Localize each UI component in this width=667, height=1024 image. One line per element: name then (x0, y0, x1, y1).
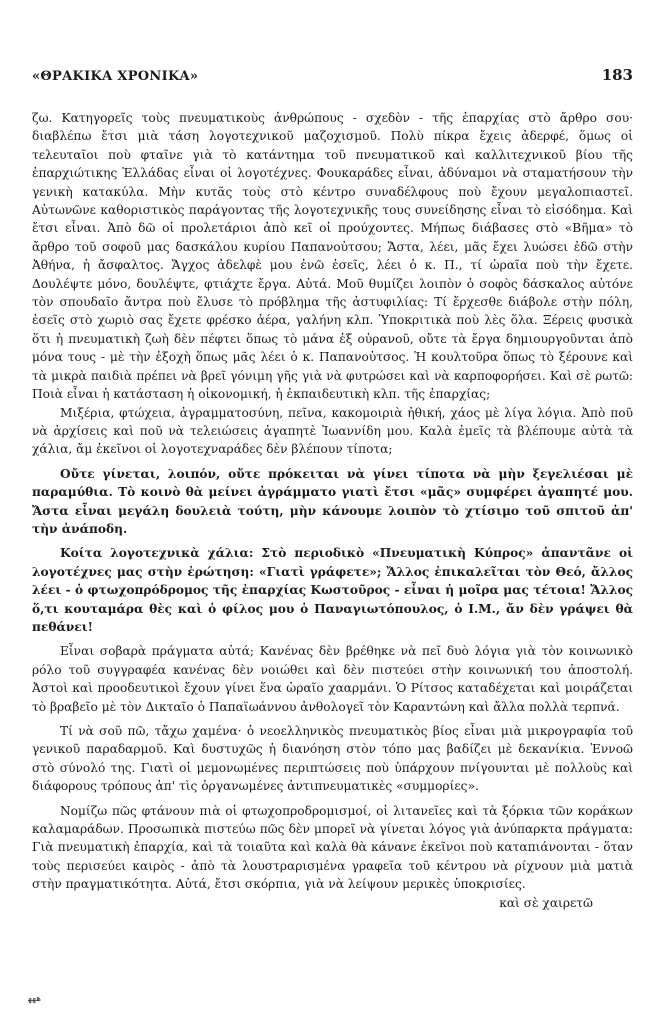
body-text (32, 109, 633, 912)
paragraph: Εἶναι σοβαρὰ πράγματα αὐτά; Κανένας δὲν βρέθηκε νὰ πεῖ δυὸ λόγια γιὰ τὸν κοινωνικὸ ρόλο τοῦ συγγραφέα κανένας δὲν νοιώθει καὶ δὲν πιστεύει στὴν κοινωνική του ἀποστολή. Ἀστοὶ καὶ προοδευτικοὶ ἔχουν γίνει ἕνα ὡραῖο χααρμάνι. Ὁ Ρίτσος καταδέχεται καὶ μοιράζεται τὸ βραβεῖο μὲ τὸν Δικταῖο ὁ Παπαϊωάννου ἀνθολογεῖ τὸν Καραντώνη καὶ ἄλλα πολλὰ τερπνά. (32, 644, 633, 714)
paragraph: Τί νὰ σοῦ πῶ, τἄχω χαμένα· ὁ νεοελληνικὸς πνευματικὸς βίος εἶναι μιὰ μικρογραφία τοῦ γενικοῦ παραδαρμοῦ. Καὶ δυστυχῶς ἡ διανόηση στὸν τόπο μας βαδίζει μὲ δεκανίκια. Ἐννοῶ στὸ σύνολό της. Γιατὶ οἱ μεμονωμένες περιπτώσεις ποὺ ὑπάρχουν πνίγουνται μὲ πολλοὺς καὶ διάφορους τρόπους ἀπ' τὶς ὀργανωμένες ἀντιπνευματικὲς «συμμορίες». (32, 724, 633, 794)
running-title: «ΘΡΑΚΙΚΑ ΧΡΟΝΙΚΑ» (32, 69, 199, 84)
paragraph: Μιξέρια, φτώχεια, ἀγραμματοσύνη, πεῖνα, κακομοιριὰ ἠθική, χάος μὲ λίγα λόγια. Ἀπὸ ποῦ νὰ ἀρχίσεις καὶ ποῦ νὰ τελειώσεις ἀγαπητὲ Ἰωαννίδη μου. Καλὰ ἐμεῖς τὰ βλέπουμε αὐτὰ τὰ χάλια, ἄμ ἐκεῖνοι οἱ λογοτεχναράδες δὲν βλέπουν τίποτα; (32, 405, 633, 457)
paragraph: Νομίζω πῶς φτάνουν πιὰ οἱ φτωχοπροδρομισμοί, οἱ λιτανεῖες καὶ τὰ ξόρκια τῶν κοράκων καλαμαράδων. Προσωπικὰ πιστεύω πῶς δὲν μπορεῖ νὰ γίνεται λόγος γιὰ ἀνύπαρκτα πράγματα: Γιὰ πνευματικὴ ἐπαρχία, καὶ τὰ τοιαῦτα καὶ καλὰ θὰ κάνανε ἐκεῖνοι ποὺ καταπιάνονται - ὅταν τοὺς περισεύει καιρὸς - ἀπὸ τὰ λουστραρισμένα γραφεῖα τοῦ κέντρου νὰ ρίχνουν μιὰ ματιὰ στὴν πραγματικότητα. Αὐτά, ἔτσι σκόρπια, γιὰ νὰ λείψουν μερικὲς ὑποκρισίες. (32, 803, 633, 892)
page-number: 183 (601, 66, 633, 84)
paragraph: ζω. Κατηγορεῖς τοὺς πνευματικοὺς ἀνθρώπους - σχεδὸν - τῆς ἐπαρχίας στὸ ἄρθρο σου· διαβλέπω ἔτσι μιὰ τάση λογοτεχνικοῦ μαζοχισμοῦ. Πολὺ πίκρα ἔχεις ἀδερφέ, ὅμως οἱ τελευταῖοι ποὺ φταῖνε γιὰ τὸ κατάντημα τοῦ πνευματικοῦ καὶ καλλιτεχνικοῦ βίου τῆς ἐπαρχιώτικης Ἑλλάδας εἶναι οἱ λογοτέχνες. Φουκαράδες εἶναι, ἀδύναμοι νὰ σταματήσουν τὴν γενικὴ κατακύλα. Μὴν κυτᾶς τοὺς στὸ κέντρο συναδέλφους ποὺ ἔχουν μεγαλοπιαστεῖ. Αὐτωνῶνε καθοριστικὸς παράγοντας τῆς λογοτεχνικῆς τους συνείδησης εἶναι τὸ εἰσόδημα. Καὶ ἔτσι εἶναι. Ἀπὸ δῶ οἱ προλετάριοι ἀπὸ κεῖ οἱ προύχοντες. Μήπως διάβασες στὸ «Βῆμα» τὸ ἄρθρο τοῦ σοφοῦ μας δασκάλου κυρίου Παπανοὐτσου; Ἄστα, λέει, μᾶς ἔχει λυώσει ἐδῶ στὴν Ἀθήνα, ἡ ἄσφαλτος. Ἄγχος ἀδελφὲ μου ἐνῶ ἐσεῖς, λέει ὁ κ. Π., τί ὡραῖα ποὺ τὴν ἔχετε. Δουλέψτε μόνο, δουλέψτε, φτιάχτε ἔργα. Αὐτά. Μοῦ θυμίζει λοιπὸν ὁ σοφὸς δάσκαλος αὐτόνε τὸν σπουδαῖο ἄντρα ποὺ ἔλυσε τὸ πρόβλημα τῆς ἀστυφιλίας: Τί ἔρχεσθε διάβολε στὴν πόλη, ἐσεῖς στὸ χωριὸ σας ἔχετε φρέσκο ἀέρα, γαλήνη κλπ. Ὑποκριτικὰ ποὺ λὲς ὅλα. Ξέρεις φυσικὰ ὅτι ἡ πνευματικὴ ζωὴ δὲν πέφτει ὅπως τὸ μάνα ἐξ οὐρανοῦ, οὔτε τὰ ἔργα δημιουργοῦνται ἀπὸ μόνα τους - μὲ τὴν ἐξοχὴ ὅπως μᾶς λέει ὁ κ. Παπανοὐτσος. Ἡ κουλτοῦρα ὅπως τὸ ξέρουνε καὶ τὰ μικρὰ παιδιὰ πρέπει νὰ βρεῖ γόνιμη γῆς γιὰ νὰ φυτρώσει καὶ νὰ καρποφορήσει. Καὶ σὲ ρωτῶ: Ποιὰ εἶναι ἡ κατάσταση ἡ οἰκονομική, ἡ ἐκπαιδευτικὴ κλπ. τῆς ἐπαρχίας; (32, 111, 633, 402)
paragraph: Κοίτα λογοτεχνικὰ χάλια: Στὸ περιοδικὸ «Πνευματικὴ Κύπρος» ἀπαντᾶνε οἱ λογοτέχνες μας στὴν ἐρώτηση: «Γιατὶ γράφετε»; Ἄλλος ἐπικαλεῖται τὸν Θεό, ἄλλος λέει - ὁ φτωχοπρόδρομος τῆς ἐπαρχίας Κωστοῦρος - εἶναι ἡ μοῖρα μας τέτοια! Ἄλλος ὅ,τι κουταμάρα θὲς καὶ ὁ φίλος μου ὁ Παναγιωτόπουλος, ὁ Ι.Μ., ἄν δὲν γράψει θὰ πεθάνει! (32, 546, 633, 634)
page-header (32, 66, 633, 84)
signoff: καὶ σὲ χαιρετῶ (499, 895, 593, 910)
printer-mark: ﻫﻬﻬ (28, 994, 42, 1004)
paragraph: Οὔτε γίνεται, λοιπόν, οὔτε πρόκειται νὰ γίνει τίποτα νὰ μὴν ξεγελιέσαι μὲ παραμύθια. Τὸ κοινὸ θὰ μείνει ἀγράμματο γιατὶ ἔτσι «μᾶς» συμφέρει ἀγαπητέ μου. Ἄστα εἶναι μεγάλη δουλειὰ τούτη, μὴν κάνουμε λοιπὸν τὸ χτίσιμο τοῦ σπιτοῦ ἀπ' τὴν ἀνάποδη. (32, 466, 633, 536)
